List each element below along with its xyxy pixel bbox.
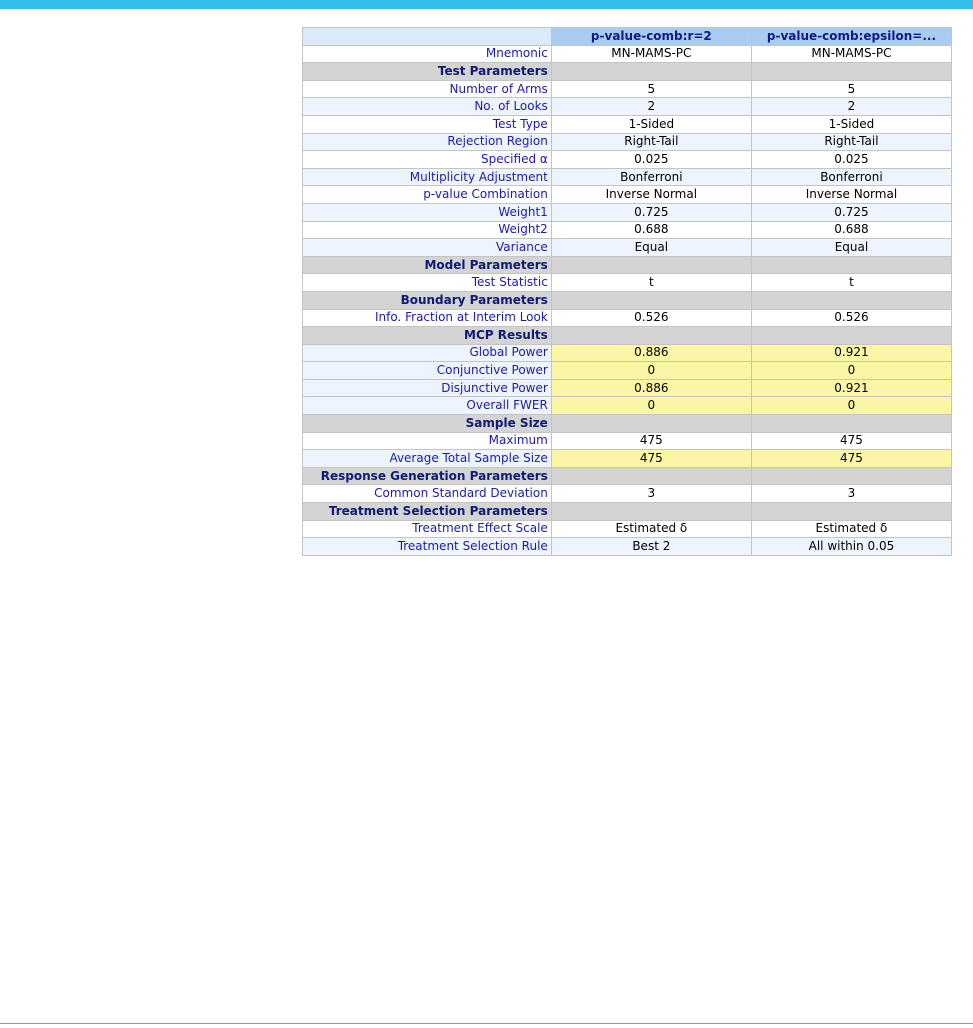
table-row — [303, 309, 952, 327]
row-label: Overall FWER — [303, 397, 552, 415]
value-cell-epsilon[interactable]: 5 — [751, 80, 951, 98]
table-row — [303, 520, 952, 538]
value-cell-epsilon[interactable]: Inverse Normal — [751, 186, 951, 204]
value-cell-epsilon[interactable]: 0.725 — [751, 203, 951, 221]
value-cell-epsilon[interactable]: 0.921 — [751, 344, 951, 362]
value-cell-epsilon[interactable]: 2 — [751, 98, 951, 116]
section-header-row — [303, 327, 952, 345]
value-cell-epsilon[interactable]: 1-Sided — [751, 115, 951, 133]
column-header-epsilon[interactable]: p-value-comb:epsilon=... — [751, 28, 951, 46]
value-cell-r2[interactable]: 3 — [551, 485, 751, 503]
value-cell-r2[interactable]: 0.025 — [551, 151, 751, 169]
value-cell-epsilon[interactable]: 0 — [751, 362, 951, 380]
table-header-row — [303, 28, 952, 46]
table-row — [303, 397, 952, 415]
value-cell-r2[interactable]: 5 — [551, 80, 751, 98]
row-label: Number of Arms — [303, 80, 552, 98]
value-cell-r2[interactable]: Right-Tail — [551, 133, 751, 151]
row-label: Weight1 — [303, 203, 552, 221]
row-label: Info. Fraction at Interim Look — [303, 309, 552, 327]
row-label: Rejection Region — [303, 133, 552, 151]
table-row — [303, 151, 952, 169]
section-header-row — [303, 467, 952, 485]
section-blank-cell — [751, 291, 951, 309]
value-cell-r2[interactable]: 475 — [551, 450, 751, 468]
table-row — [303, 538, 952, 556]
value-cell-epsilon[interactable]: Right-Tail — [751, 133, 951, 151]
table-row — [303, 362, 952, 380]
value-cell-r2[interactable]: 0.526 — [551, 309, 751, 327]
value-cell-r2[interactable]: 0 — [551, 362, 751, 380]
section-blank-cell — [751, 256, 951, 274]
value-cell-r2[interactable]: 0.886 — [551, 344, 751, 362]
value-cell-epsilon[interactable]: 3 — [751, 485, 951, 503]
row-label: Weight2 — [303, 221, 552, 239]
row-label: Maximum — [303, 432, 552, 450]
value-cell-epsilon[interactable]: 0.025 — [751, 151, 951, 169]
top-accent-bar — [0, 0, 973, 9]
header-corner-cell — [303, 28, 552, 46]
value-cell-epsilon[interactable]: Bonferroni — [751, 168, 951, 186]
row-label: Conjunctive Power — [303, 362, 552, 380]
table-row — [303, 186, 952, 204]
value-cell-epsilon[interactable]: 0.921 — [751, 379, 951, 397]
row-label: Global Power — [303, 344, 552, 362]
column-header-r2[interactable]: p-value-comb:r=2 — [551, 28, 751, 46]
value-cell-epsilon[interactable]: Equal — [751, 239, 951, 257]
table-row — [303, 274, 952, 292]
simulation-results-table — [302, 27, 952, 556]
section-blank-cell — [751, 327, 951, 345]
section-title: Model Parameters — [303, 256, 552, 274]
section-blank-cell — [751, 63, 951, 81]
value-cell-r2[interactable]: Bonferroni — [551, 168, 751, 186]
row-label: Test Statistic — [303, 274, 552, 292]
row-label: Treatment Selection Rule — [303, 538, 552, 556]
value-cell-r2[interactable]: 475 — [551, 432, 751, 450]
section-title: Treatment Selection Parameters — [303, 503, 552, 521]
section-title: Sample Size — [303, 415, 552, 433]
value-cell-r2[interactable]: 0.886 — [551, 379, 751, 397]
table-row — [303, 485, 952, 503]
section-blank-cell — [551, 63, 751, 81]
row-label: Mnemonic — [303, 45, 552, 63]
value-cell-epsilon[interactable]: 475 — [751, 432, 951, 450]
value-cell-r2[interactable]: Equal — [551, 239, 751, 257]
table-row — [303, 98, 952, 116]
section-header-row — [303, 63, 952, 81]
section-blank-cell — [551, 467, 751, 485]
value-cell-epsilon[interactable]: 475 — [751, 450, 951, 468]
row-label: Common Standard Deviation — [303, 485, 552, 503]
value-cell-r2[interactable]: Best 2 — [551, 538, 751, 556]
row-label: Treatment Effect Scale — [303, 520, 552, 538]
value-cell-r2[interactable]: 1-Sided — [551, 115, 751, 133]
table-row — [303, 203, 952, 221]
value-cell-epsilon[interactable]: 0.688 — [751, 221, 951, 239]
section-title: MCP Results — [303, 327, 552, 345]
value-cell-epsilon[interactable]: MN-MAMS-PC — [751, 45, 951, 63]
section-header-row — [303, 503, 952, 521]
table-row — [303, 80, 952, 98]
row-label: No. of Looks — [303, 98, 552, 116]
table-row — [303, 133, 952, 151]
value-cell-epsilon[interactable]: t — [751, 274, 951, 292]
section-title: Response Generation Parameters — [303, 467, 552, 485]
row-label: Multiplicity Adjustment — [303, 168, 552, 186]
value-cell-r2[interactable]: Inverse Normal — [551, 186, 751, 204]
section-blank-cell — [551, 291, 751, 309]
value-cell-r2[interactable]: 2 — [551, 98, 751, 116]
section-blank-cell — [551, 327, 751, 345]
row-label: Variance — [303, 239, 552, 257]
row-label: p-value Combination — [303, 186, 552, 204]
table-row — [303, 45, 952, 63]
value-cell-epsilon[interactable]: 0 — [751, 397, 951, 415]
table-body — [303, 45, 952, 555]
section-blank-cell — [551, 415, 751, 433]
section-blank-cell — [751, 503, 951, 521]
section-blank-cell — [751, 467, 951, 485]
value-cell-r2[interactable]: t — [551, 274, 751, 292]
section-title: Boundary Parameters — [303, 291, 552, 309]
table-row — [303, 239, 952, 257]
value-cell-r2[interactable]: 0 — [551, 397, 751, 415]
section-blank-cell — [751, 415, 951, 433]
section-title: Test Parameters — [303, 63, 552, 81]
value-cell-r2[interactable]: 0.725 — [551, 203, 751, 221]
table-row — [303, 432, 952, 450]
table-row — [303, 379, 952, 397]
table-row — [303, 168, 952, 186]
section-header-row — [303, 415, 952, 433]
value-cell-epsilon[interactable]: Estimated δ — [751, 520, 951, 538]
table-row — [303, 221, 952, 239]
section-blank-cell — [551, 256, 751, 274]
row-label: Average Total Sample Size — [303, 450, 552, 468]
value-cell-r2[interactable]: 0.688 — [551, 221, 751, 239]
row-label: Disjunctive Power — [303, 379, 552, 397]
table-row — [303, 344, 952, 362]
value-cell-r2[interactable]: Estimated δ — [551, 520, 751, 538]
row-label: Specified α — [303, 151, 552, 169]
table-row — [303, 450, 952, 468]
section-header-row — [303, 291, 952, 309]
value-cell-r2[interactable]: MN-MAMS-PC — [551, 45, 751, 63]
section-header-row — [303, 256, 952, 274]
bottom-divider — [0, 1023, 973, 1024]
row-label: Test Type — [303, 115, 552, 133]
table-row — [303, 115, 952, 133]
value-cell-epsilon[interactable]: 0.526 — [751, 309, 951, 327]
section-blank-cell — [551, 503, 751, 521]
value-cell-epsilon[interactable]: All within 0.05 — [751, 538, 951, 556]
